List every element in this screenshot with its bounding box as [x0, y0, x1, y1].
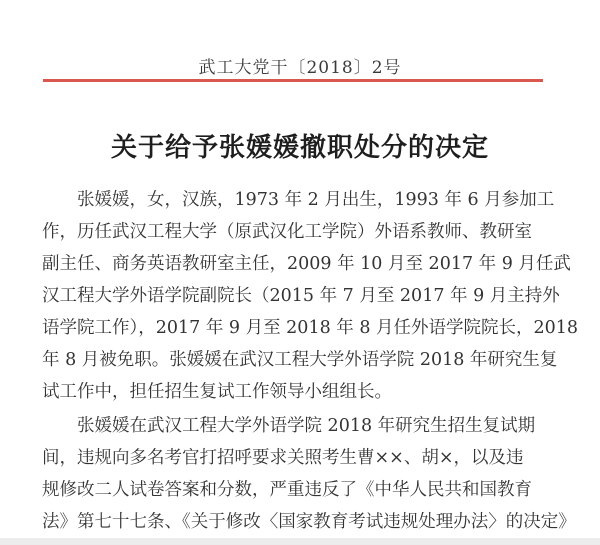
paragraph-line: 副主任、商务英语教研室主任，2009 年 10 月至 2017 年 9 月任武 [42, 254, 571, 274]
red-header-rule [43, 79, 543, 82]
page-bottom-edge [0, 538, 600, 545]
paragraph-line: 间，违规向多名考官打招呼要求关照考生曹××、胡×，以及违 [42, 448, 524, 468]
doc-number: 武工大党干〔2018〕2号 [198, 58, 402, 78]
paragraph-line: 张媛媛，女，汉族，1973 年 2 月出生，1993 年 6 月参加工 [77, 190, 555, 210]
paragraph-line: 作，历任武汉工程大学（原武汉化工学院）外语系教师、教研室 [42, 222, 532, 242]
paragraph-line: 试工作中，担任招生复试工作领导小组组长。 [42, 382, 392, 402]
paragraph-line: 汉工程大学外语学院副院长（2015 年 7 月至 2017 年 9 月主持外 [42, 286, 560, 306]
paragraph-line: 法》第七十七条、《关于修改〈国家教育考试违规处理办法〉的决定》 [42, 512, 576, 532]
document-title: 关于给予张媛媛撤职处分的决定 [110, 133, 489, 163]
paragraph-line: 张媛媛在武汉工程大学外语学院 2018 年研究生招生复试期 [77, 416, 536, 436]
paragraph-line: 年 8 月被免职。张媛媛在武汉工程大学外语学院 2018 年研究生复 [42, 350, 558, 370]
paragraph-line: 规修改二人试卷答案和分数，严重违反了《中华人民共和国教育 [42, 480, 532, 500]
paragraph-2 [42, 410, 576, 538]
paragraph-1 [42, 184, 579, 408]
paragraph-line: 语学院工作），2017 年 9 月至 2018 年 8 月任外语学院院长，2018 [42, 318, 579, 338]
